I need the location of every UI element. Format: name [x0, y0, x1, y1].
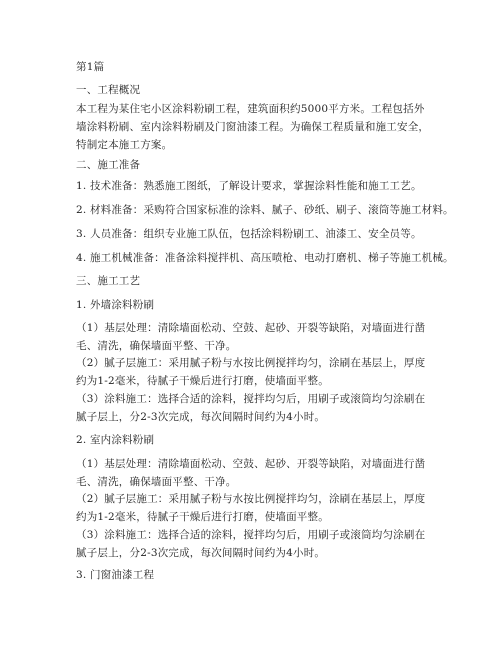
interior-step-paint-application: （3）涂料施工：选择合适的涂料，搅拌均匀后，用刷子或滚筒均匀涂刷在腻子层上，分2-3次完成，每次间隔时间约为4小时。 [76, 529, 426, 559]
interior-step-base-treatment: （1）基层处理：清除墙面松动、空鼓、起砂、开裂等缺陷，对墙面进行凿毛、清洗，确保墙面平整、干净。 [76, 458, 426, 488]
section-heading-overview: 一、工程概况 [76, 84, 141, 96]
exterior-step-putty-layer: （2）腻子层施工：采用腻子粉与水按比例搅拌均匀，涂刷在基层上，厚度约为1-2毫米，待腻子干燥后进行打磨，使墙面平整。 [76, 357, 426, 387]
subheading-interior-painting: 2. 室内涂料粉刷 [76, 434, 155, 446]
page-label: 第1篇 [76, 61, 105, 73]
exterior-step-base-treatment: （1）基层处理：清除墙面松动、空鼓、起砂、开裂等缺陷，对墙面进行凿毛、清洗，确保墙面平整、干净。 [76, 322, 426, 352]
subheading-exterior-painting: 1. 外墙涂料粉刷 [76, 299, 155, 311]
section-heading-preparation: 二、施工准备 [76, 159, 141, 171]
preparation-item-personnel: 3. 人员准备：组织专业施工队伍，包括涂料粉刷工、油漆工、安全员等。 [76, 228, 422, 240]
section-heading-process: 三、施工工艺 [76, 275, 141, 287]
interior-step-putty-layer: （2）腻子层施工：采用腻子粉与水按比例搅拌均匀，涂刷在基层上，厚度约为1-2毫米，待腻子干燥后进行打磨，使墙面平整。 [76, 493, 426, 523]
subheading-door-window-varnish: 3. 门窗油漆工程 [76, 569, 155, 581]
exterior-step-paint-application: （3）涂料施工：选择合适的涂料，搅拌均匀后，用刷子或滚筒均匀涂刷在腻子层上，分2-3次完成，每次间隔时间约为4小时。 [76, 393, 426, 423]
preparation-item-technical: 1. 技术准备：熟悉施工图纸，了解设计要求，掌握涂料性能和施工工艺。 [76, 180, 422, 192]
preparation-item-machinery: 4. 施工机械准备：准备涂料搅拌机、高压喷枪、电动打磨机、梯子等施工机械。 [76, 252, 454, 264]
preparation-item-materials: 2. 材料准备：采购符合国家标准的涂料、腻子、砂纸、刷子、滚筒等施工材料。 [76, 204, 454, 216]
overview-paragraph: 本工程为某住宅小区涂料粉刷工程，建筑面积约5000平方米。工程包括外墙涂料粉刷、室内涂料粉刷及门窗油漆工程。为确保工程质量和施工安全，特制定本施工方案。 [76, 103, 430, 151]
